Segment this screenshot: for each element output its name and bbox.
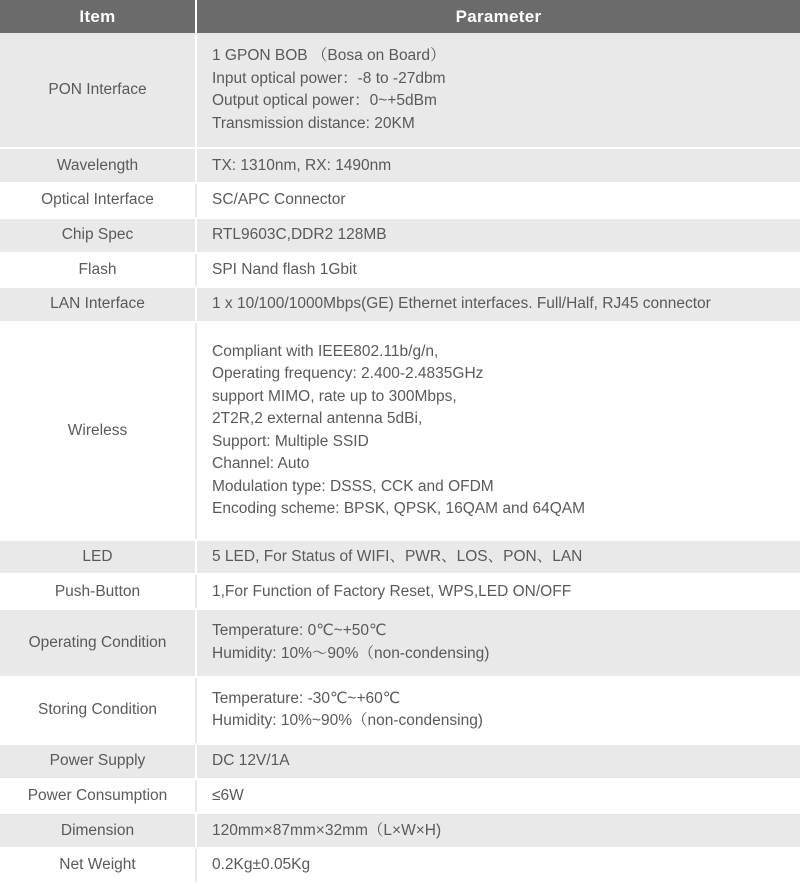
parameter-line: Encoding scheme: BPSK, QPSK, 16QAM and 64QAM <box>212 500 586 518</box>
table-row <box>0 148 800 183</box>
parameter-cell <box>196 148 800 183</box>
item-cell: Chip Spec <box>0 218 196 253</box>
table-body <box>0 33 800 883</box>
table-row <box>0 287 800 322</box>
table-row <box>0 253 800 288</box>
parameter-line: 1 x 10/100/1000Mbps(GE) Ethernet interfaces. Full/Half, RJ45 connector <box>212 295 711 313</box>
parameter-line: DC 12V/1A <box>212 752 290 770</box>
parameter-line: support MIMO, rate up to 300Mbps, <box>212 387 457 405</box>
parameter-cell <box>196 677 800 744</box>
table-row <box>0 33 800 148</box>
table-header <box>0 0 800 33</box>
header-row <box>0 0 800 33</box>
parameter-line: Temperature: -30℃~+60℃ <box>212 689 401 707</box>
table-row <box>0 540 800 575</box>
parameter-line: SC/APC Connector <box>212 191 346 209</box>
parameter-line: 2T2R,2 external antenna 5dBi, <box>212 410 423 428</box>
item-cell: Flash <box>0 253 196 288</box>
parameter-line: Compliant with IEEE802.11b/g/n, <box>212 342 439 360</box>
item-cell: PON Interface <box>0 33 196 148</box>
parameter-line: Humidity: 10%～90%（non-condensing) <box>212 644 490 662</box>
table-row <box>0 677 800 744</box>
parameter-line: Transmission distance: 20KM <box>212 114 415 132</box>
table-row <box>0 813 800 848</box>
parameter-line: Operating frequency: 2.400-2.4835GHz <box>212 365 484 383</box>
item-cell: Power Consumption <box>0 779 196 814</box>
parameter-cell <box>196 183 800 218</box>
parameter-line: Channel: Auto <box>212 455 310 473</box>
table-row <box>0 744 800 779</box>
parameter-line: Support: Multiple SSID <box>212 432 369 450</box>
parameter-cell <box>196 813 800 848</box>
item-cell: Wavelength <box>0 148 196 183</box>
parameter-cell <box>196 253 800 288</box>
parameter-cell <box>196 287 800 322</box>
table-row <box>0 218 800 253</box>
parameter-cell <box>196 540 800 575</box>
parameter-line: 0.2Kg±0.05Kg <box>212 856 311 874</box>
item-cell: Operating Condition <box>0 609 196 676</box>
parameter-line: Humidity: 10%~90%（non-condensing) <box>212 712 483 730</box>
item-cell: Push-Button <box>0 574 196 609</box>
parameter-line: Modulation type: DSSS, CCK and OFDM <box>212 477 494 495</box>
parameter-cell <box>196 848 800 883</box>
table-row <box>0 609 800 676</box>
parameter-cell <box>196 574 800 609</box>
item-cell: Power Supply <box>0 744 196 779</box>
parameter-line: Output optical power：0~+5dBm <box>212 92 437 110</box>
parameter-line: ≤6W <box>212 786 244 804</box>
parameter-cell <box>196 33 800 148</box>
item-cell: Wireless <box>0 322 196 540</box>
parameter-line: 1,For Function of Factory Reset, WPS,LED ON/OFF <box>212 582 572 600</box>
table-row <box>0 574 800 609</box>
item-cell: Optical Interface <box>0 183 196 218</box>
parameter-line: 120mm×87mm×32mm（L×W×H) <box>212 821 442 839</box>
item-cell: Net Weight <box>0 848 196 883</box>
parameter-cell <box>196 744 800 779</box>
table-row <box>0 183 800 218</box>
item-cell: LED <box>0 540 196 575</box>
parameter-line: Temperature: 0℃~+50℃ <box>212 622 387 640</box>
parameter-cell <box>196 609 800 676</box>
item-cell: LAN Interface <box>0 287 196 322</box>
table-row <box>0 779 800 814</box>
parameter-cell <box>196 779 800 814</box>
parameter-cell <box>196 218 800 253</box>
parameter-column-header: Parameter <box>196 0 800 33</box>
item-cell: Dimension <box>0 813 196 848</box>
item-cell: Storing Condition <box>0 677 196 744</box>
parameter-line: RTL9603C,DDR2 128MB <box>212 226 387 244</box>
parameter-cell <box>196 322 800 540</box>
parameter-line: Input optical power：-8 to -27dbm <box>212 69 446 87</box>
item-column-header: Item <box>0 0 196 33</box>
parameter-line: 1 GPON BOB （Bosa on Board） <box>212 47 446 65</box>
parameter-line: TX: 1310nm, RX: 1490nm <box>212 156 392 174</box>
parameter-line: 5 LED, For Status of WIFI、PWR、LOS、PON、LAN <box>212 547 583 565</box>
table-row <box>0 322 800 540</box>
table-row <box>0 848 800 883</box>
parameter-line: SPI Nand flash 1Gbit <box>212 260 357 278</box>
